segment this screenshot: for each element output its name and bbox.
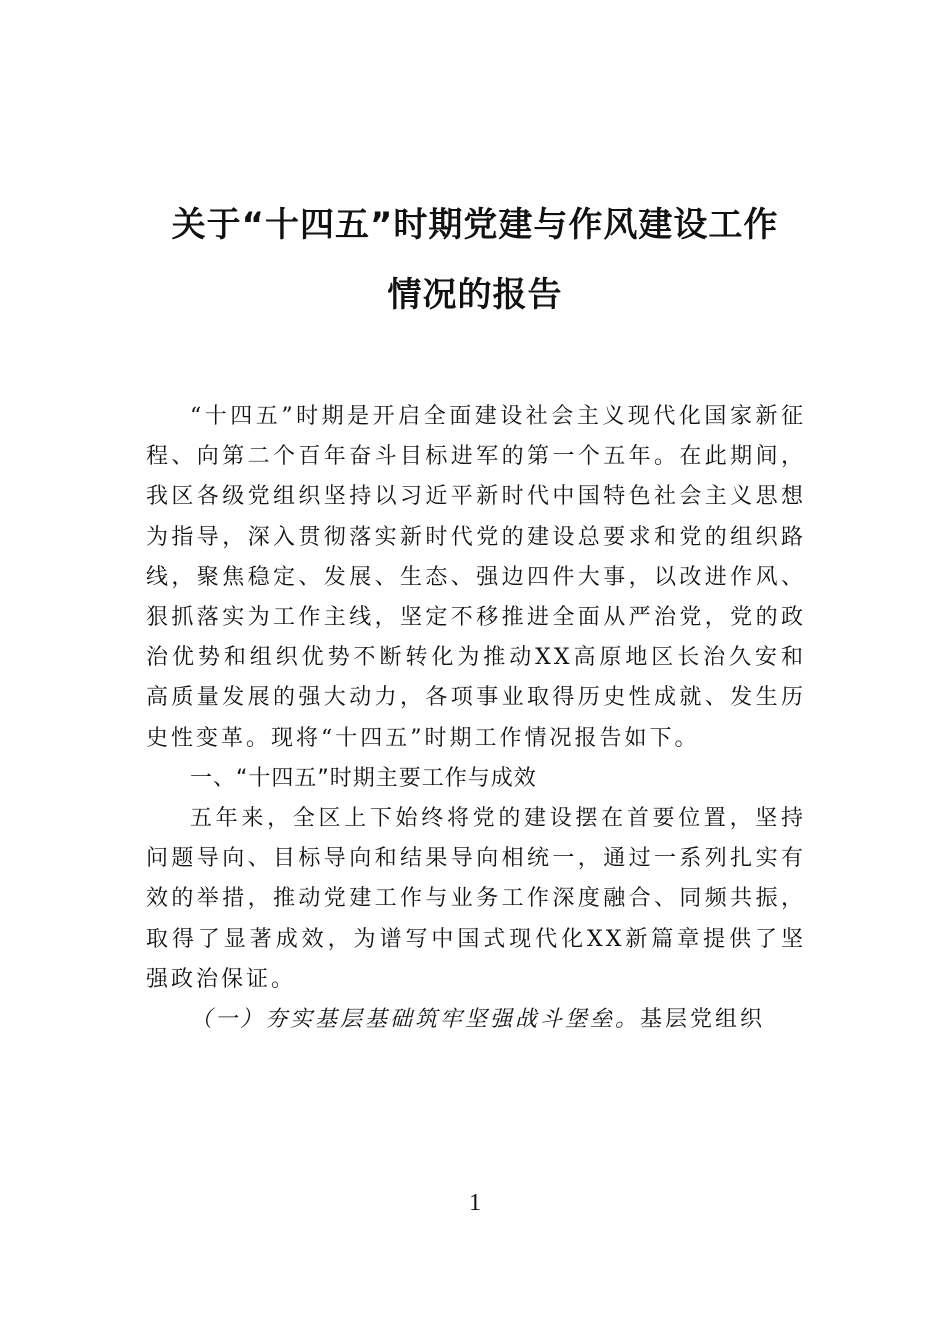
page-number: 1 — [469, 1190, 481, 1216]
document-title — [120, 190, 830, 330]
subsection-heading-1: （一）夯实基层基础筑牢坚强战斗堡垒。 — [190, 1007, 641, 1033]
section-1-paragraph: 五年来，全区上下始终将党的建设摆在首要位置，坚持问题导向、目标导向和结果导向相统一，通过一系列扎实有效的举措，推动党建工作与业务工作深度融合、同频共振，取得了显著成效，为谱写中国式现代化XX新篇章提供了坚强政治保证。 — [146, 806, 806, 992]
title-line-1: 关于“十四五”时期党建与作风建设工作 — [171, 205, 779, 245]
subsection-1 — [146, 1000, 806, 1040]
title-line-2: 情况的报告 — [387, 275, 563, 315]
section-heading-1: 一、“十四五”时期主要工作与成效 — [190, 765, 537, 791]
intro-paragraph: “十四五”时期是开启全面建设社会主义现代化国家新征程、向第二个百年奋斗目标进军的第一个五年。在此期间，我区各级党组织坚持以习近平新时代中国特色社会主义思想为指导，深入贯彻落实新时代党的建设总要求和党的组织路线，聚焦稳定、发展、生态、强边四件大事，以改进作风、狠抓落实为工作主线，坚定不移推进全面从严治党，党的政治优势和组织优势不断转化为推动XX高原地区长治久安和高质量发展的强大动力，各项事业取得历史性成就、发生历史性变革。现将“十四五”时期工作情况报告如下。 — [146, 404, 806, 751]
subsection-1-text: 基层党组织 — [640, 1007, 766, 1033]
document-body — [146, 397, 806, 1040]
